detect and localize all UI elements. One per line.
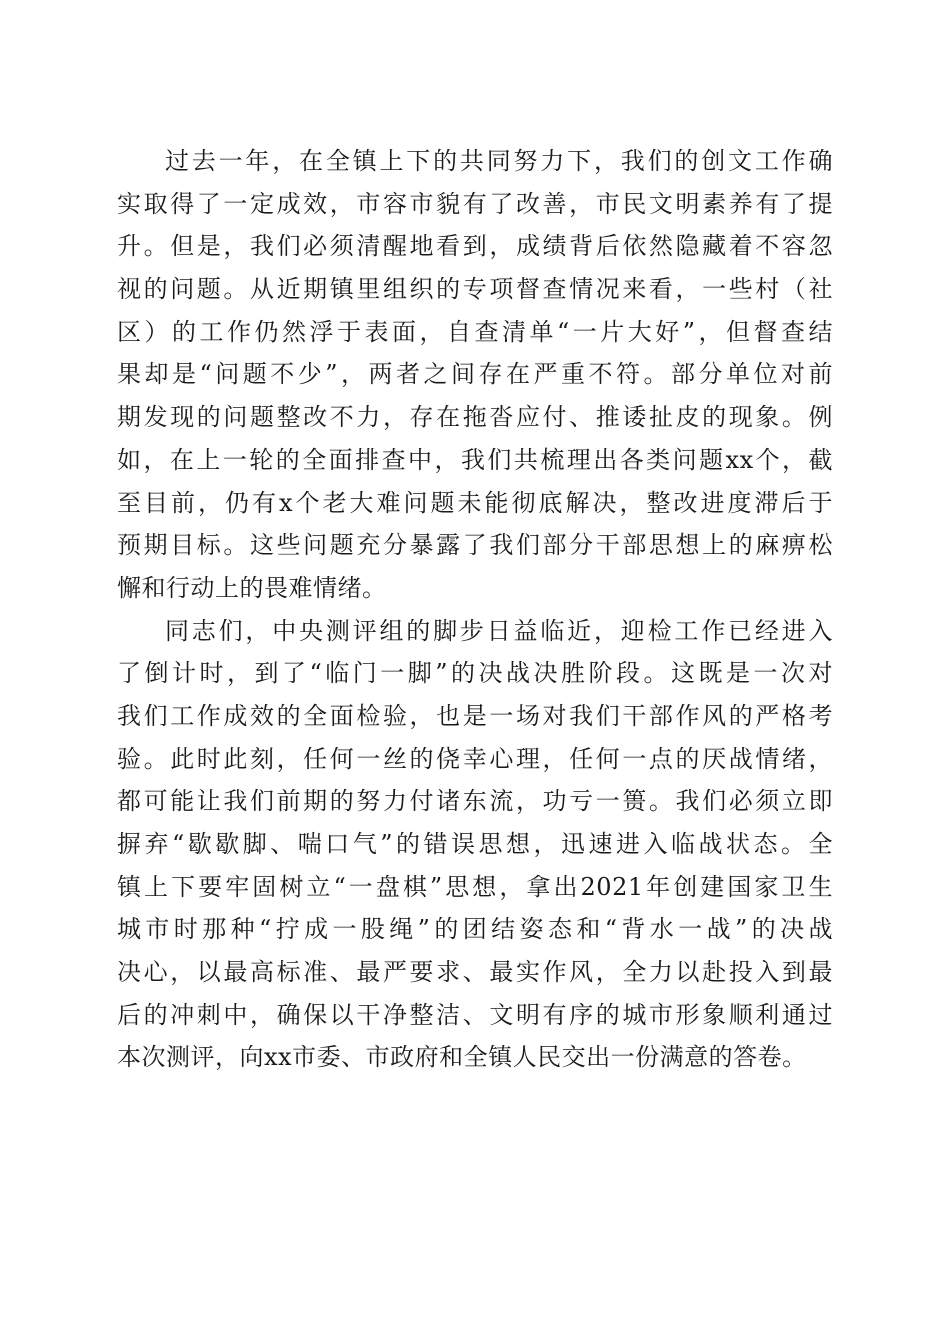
paragraph-line: 如，在上一轮的全面排查中，我们共梳理出各类问题xx个，截	[117, 445, 833, 474]
paragraph-line: 摒弃“歇歇脚、喘口气”的错误思想，迅速进入临战状态。全	[117, 830, 833, 858]
paragraph-line: 本次测评，向xx市委、市政府和全镇人民交出一份满意的答卷。	[117, 1043, 807, 1072]
paragraph-line: 城市时那种“拧成一股绳”的团结姿态和“背水一战”的决战	[117, 915, 833, 944]
paragraph-line: 实取得了一定成效，市容市貌有了改善，市民文明素养有了提	[117, 189, 833, 218]
paragraph-line: 我们工作成效的全面检验，也是一场对我们干部作风的严格考	[117, 701, 833, 730]
paragraph-line: 决心，以最高标准、最严要求、最实作风，全力以赴投入到最	[117, 958, 833, 987]
paragraph-line: 预期目标。这些问题充分暴露了我们部分干部思想上的麻痹松	[117, 531, 833, 560]
paragraph-1	[117, 140, 833, 610]
paragraph-line: 过去一年，在全镇上下的共同努力下，我们的创文工作确	[165, 147, 833, 175]
paragraph-line: 果却是“问题不少”，两者之间存在严重不符。部分单位对前	[117, 360, 833, 389]
paragraph-line: 后的冲刺中，确保以干净整洁、文明有序的城市形象顺利通过	[117, 1000, 833, 1029]
paragraph-line: 升。但是，我们必须清醒地看到，成绩背后依然隐藏着不容忽	[117, 232, 833, 261]
paragraph-line: 期发现的问题整改不力，存在拖沓应付、推诿扯皮的现象。例	[117, 403, 833, 432]
paragraph-line: 同志们，中央测评组的脚步日益临近，迎检工作已经进入	[165, 616, 833, 645]
paragraph-line: 视的问题。从近期镇里组织的专项督查情况来看，一些村（社	[117, 275, 833, 304]
paragraph-line: 验。此时此刻，任何一丝的侥幸心理，任何一点的厌战情绪，	[117, 744, 833, 773]
paragraph-line: 至目前，仍有x个老大难问题未能彻底解决，整改进度滞后于	[117, 488, 833, 517]
paragraph-2	[117, 610, 833, 1080]
paragraph-line: 懈和行动上的畏难情绪。	[117, 573, 387, 602]
paragraph-line: 了倒计时，到了“临门一脚”的决战决胜阶段。这既是一次对	[117, 659, 833, 688]
paragraph-line: 镇上下要牢固树立“一盘棋”思想，拿出2021年创建国家卫生	[117, 872, 833, 901]
paragraph-line: 区）的工作仍然浮于表面，自查清单“一片大好”，但督查结	[117, 317, 833, 346]
body-text	[117, 140, 833, 1079]
paragraph-line: 都可能让我们前期的努力付诸东流，功亏一篑。我们必须立即	[117, 787, 833, 816]
